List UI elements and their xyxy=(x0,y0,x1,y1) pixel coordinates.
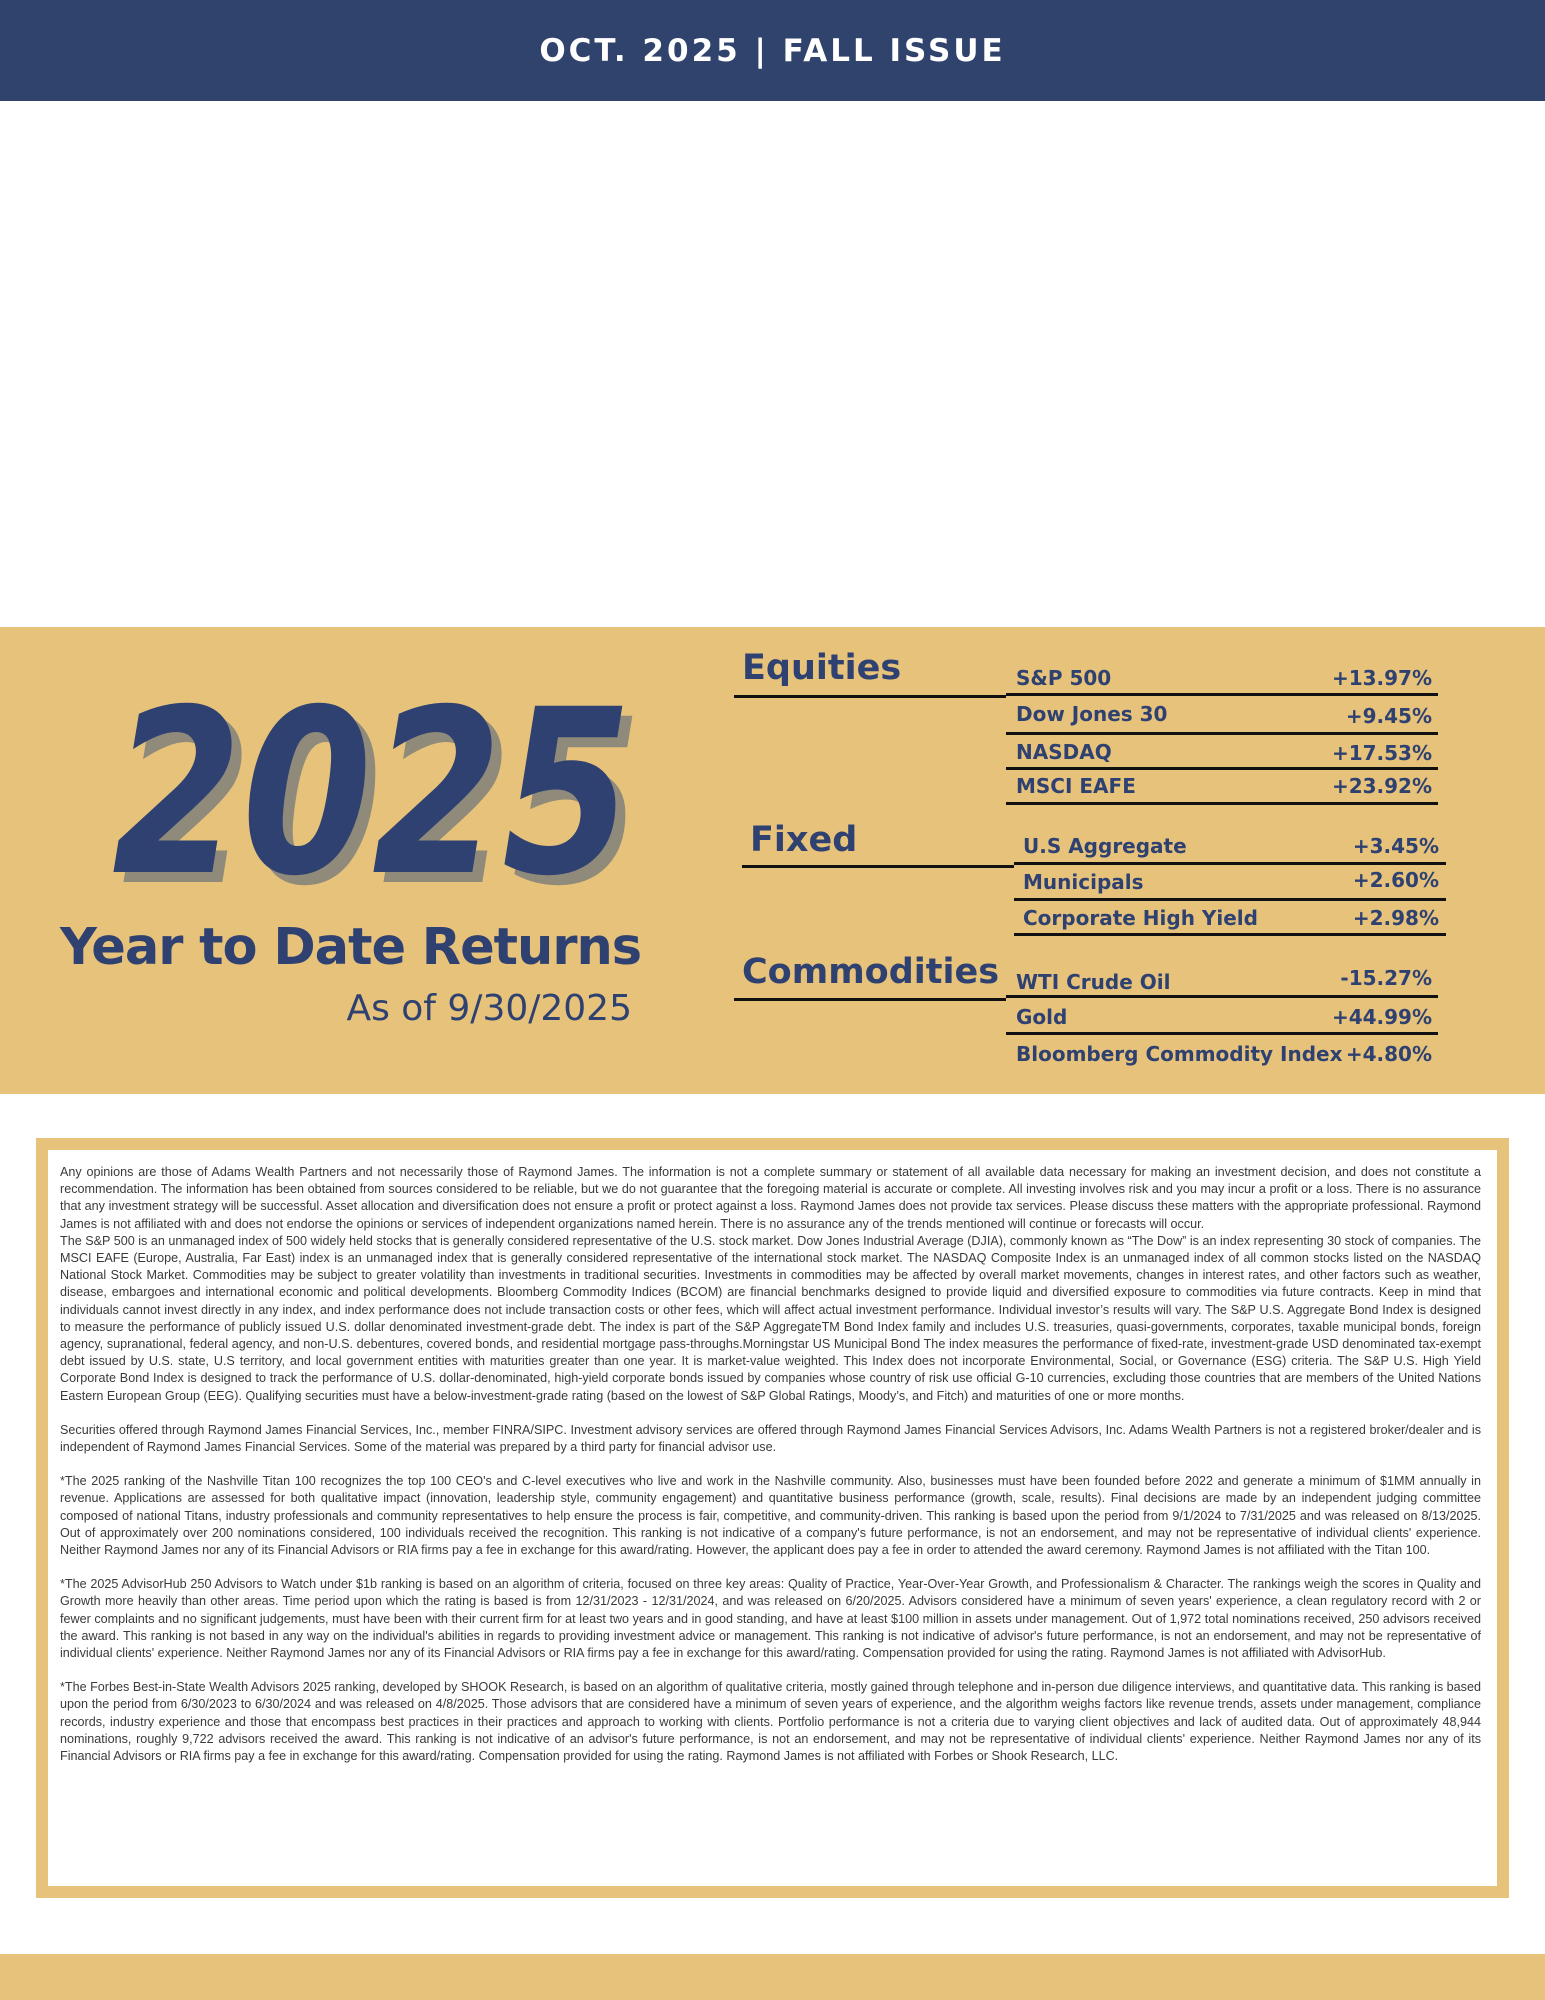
hero-year-graphic xyxy=(96,672,656,912)
header-bar xyxy=(0,0,1545,101)
category-equities: Equities xyxy=(742,648,902,688)
row-underline xyxy=(1006,995,1438,998)
row-underline xyxy=(1014,933,1446,936)
return-value-us-aggregate: +3.45% xyxy=(1352,834,1439,858)
row-underline xyxy=(1006,732,1438,735)
category-underline xyxy=(734,998,1006,1001)
return-value-corporate-high-yield: +2.98% xyxy=(1352,906,1439,930)
category-commodities: Commodities xyxy=(742,952,1000,992)
return-label-nasdaq: NASDAQ xyxy=(1016,740,1112,764)
issue-title: OCT. 2025 | FALL ISSUE xyxy=(539,32,1006,69)
category-fixed: Fixed xyxy=(750,820,858,860)
row-underline xyxy=(1006,693,1438,696)
return-label-dow: Dow Jones 30 xyxy=(1016,702,1168,726)
return-value-msci-eafe: +23.92% xyxy=(1331,774,1432,798)
return-value-sp500: +13.97% xyxy=(1331,666,1432,690)
row-underline xyxy=(1006,767,1438,770)
return-label-corporate-high-yield: Corporate High Yield xyxy=(1023,906,1258,930)
return-value-gold: +44.99% xyxy=(1331,1005,1432,1029)
category-underline xyxy=(734,695,1006,698)
footer-bar xyxy=(0,1954,1545,2000)
return-label-sp500: S&P 500 xyxy=(1016,666,1112,690)
return-value-nasdaq: +17.53% xyxy=(1331,741,1432,765)
as-of-date: As of 9/30/2025 xyxy=(346,988,632,1029)
return-value-wti-crude: -15.27% xyxy=(1340,966,1432,990)
disclosure-paragraph: *The 2025 ranking of the Nashville Titan 100 recognizes the top 100 CEO's and C-level executives who live and work in the Nashville community. Also, businesses must have been founded before 2022 and generate a minimum of $1MM annually in revenue. Applications are assessed for both qualitative impact (innovation, leadership style, community engagement) and quantitative business performance (growth, scale, results). Final decisions are made by an independent judging committee composed of national Titans, industry professionals and community representatives to help ensure the process is fair, competitive, and community-driven. This ranking is based upon the period from 9/1/2024 to 7/31/2025 and was released on 8/13/2025. Out of approximately over 200 nominations considered, 100 individuals received the recognition. This ranking is not indicative of a company's future performance, is not an endorsement, and may not be representative of individual clients' experience. Neither Raymond James nor any of its Financial Advisors or RIA firms pay a fee in exchange for this award/rating. However, the applicant does pay a fee in order to attended the award ceremony. Raymond James is not affiliated with the Titan 100. xyxy=(60,1474,1481,1558)
hero-year-text: 2025 xyxy=(112,672,632,912)
disclosure-paragraph: Securities offered through Raymond James Financial Services, Inc., member FINRA/SIPC. Investment advisory services are offered through Raymond James Financial Services Advisors, Inc. Adams Wealth Partners is not a registered broker/dealer and is independent of Raymond James Financial Services. Some of the material was prepared by a third party for financial advisor use. xyxy=(60,1422,1481,1455)
return-label-msci-eafe: MSCI EAFE xyxy=(1016,774,1136,798)
category-underline xyxy=(742,865,1014,868)
ytd-title: Year to Date Returns xyxy=(60,918,642,977)
return-label-bloomberg-commodity: Bloomberg Commodity Index xyxy=(1016,1042,1343,1066)
row-underline xyxy=(1014,862,1446,865)
disclosure-paragraph: *The 2025 AdvisorHub 250 Advisors to Watch under $1b ranking is based on an algorithm of criteria, focused on three key areas: Quality of Practice, Year-Over-Year Growth, and Professionalism & Character. The rankings weigh the scores in Quality and Growth more heavily than other areas. Time period upon which the rating is based is from 12/31/2023 - 12/31/2024, and was released on 6/20/2025. Advisors considered have a minimum of seven years' experience, a clean regulatory record with 2 or fewer complaints and no significant judgements, must have been with their current firm for at least two years and in good standing, and have at least $100 million in assets under management. Out of 1,972 total nominations received, 250 advisors received the award. This ranking is not based in any way on the individual's abilities in regards to providing investment advice or management. This ranking is not indicative of advisor's future performance, is not an endorsement, and may not be representative of individual clients' experience. Neither Raymond James nor any of its Financial Advisors or RIA firms pay a fee in exchange for this award/rating. Compensation provided for using the rating. Raymond James is not affiliated with AdvisorHub. xyxy=(60,1577,1481,1661)
row-underline xyxy=(1006,802,1438,805)
return-label-us-aggregate: U.S Aggregate xyxy=(1023,834,1187,858)
return-label-wti-crude: WTI Crude Oil xyxy=(1016,970,1171,994)
row-underline xyxy=(1006,1032,1438,1035)
disclosure-paragraph: Any opinions are those of Adams Wealth Partners and not necessarily those of Raymond James. The information is not a complete summary or statement of all available data necessary for making an investment decision, and does not constitute a recommendation. The information has been obtained from sources considered to be reliable, but we do not guarantee that the foregoing material is accurate or complete. All investing involves risk and you may incur a profit or a loss. There is no assurance that any investment strategy will be successful. Asset allocation and diversification does not ensure a profit or protect against a loss. Raymond James does not provide tax services. Please discuss these matters with the appropriate professional. Raymond James is not affiliated with and does not endorse the opinions or services of independent organizations named herein. There is no assurance any of the trends mentioned will continue or forecasts will occur. xyxy=(60,1165,1481,1231)
disclosure-text xyxy=(60,1164,1481,1765)
return-value-bloomberg-commodity: +4.80% xyxy=(1345,1042,1432,1066)
disclosure-paragraph: The S&P 500 is an unmanaged index of 500 widely held stocks that is generally considered representative of the U.S. stock market. Dow Jones Industrial Average (DJIA), commonly known as “The Dow” is an index representing 30 stock of companies. The MSCI EAFE (Europe, Australia, Far East) index is an unmanaged index that is generally considered representative of the international stock market. The NASDAQ Composite Index is an unmanaged index of all common stocks listed on the NASDAQ National Stock Market. Commodities may be subject to greater volatility than investments in traditional securities. Investments in commodities may be affected by overall market movements, changes in interest rates, and other factors such as weather, disease, embargoes and international economic and political developments. Bloomberg Commodity Indices (BCOM) are financial benchmarks designed to provide liquid and diversified exposure to commodities via future contracts. Keep in mind that individuals cannot invest directly in any index, and index performance does not include transaction costs or other fees, which will affect actual investment performance. Individual investor’s results will vary. The S&P U.S. Aggregate Bond Index is designed to measure the performance of publicly issued U.S. dollar denominated investment-grade debt. The index is part of the S&P AggregateTM Bond Index family and includes U.S. treasuries, quasi-governments, corporates, taxable municipal bonds, foreign agency, supranational, federal agency, and non-U.S. debentures, covered bonds, and residential mortgage pass-throughs.Morningstar US Municipal Bond The index measures the performance of fixed-rate, investment-grade USD denominated tax-exempt debt issued by U.S. state, U.S territory, and local government entities with maturities greater than one year. It is market-value weighted. This Index does not incorporate Environmental, Social, or Governance (ESG) criteria. The S&P U.S. High Yield Corporate Bond Index is designed to track the performance of U.S. dollar-denominated, high-yield corporate bonds issued by companies whose country of risk use official G-10 currencies, excluding those countries that are members of the United Nations Eastern European Group (EEG). Qualifying securities must have a below-investment-grade rating (based on the lowest of S&P Global Ratings, Moody’s, and Fitch) and maturities of one or more months. xyxy=(60,1233,1481,1403)
row-underline xyxy=(1014,898,1446,901)
hero-year-shadow: 2025 xyxy=(122,672,642,912)
return-value-dow: +9.45% xyxy=(1345,704,1432,728)
disclosure-paragraph: *The Forbes Best-in-State Wealth Advisors 2025 ranking, developed by SHOOK Research, is based on an algorithm of qualitative criteria, mostly gained through telephone and in-person due diligence interviews, and quantitative data. This ranking is based upon the period from 6/30/2023 to 6/30/2024 and was released on 4/8/2025. Those advisors that are considered have a minimum of seven years of experience, and the algorithm weighs factors like revenue trends, assets under management, compliance records, industry experience and those that encompass best practices in their practices and approach to working with clients. Portfolio performance is not a criteria due to varying client objectives and lack of audited data. Out of approximately 48,944 nominations, roughly 9,722 advisors received the award. This ranking is not indicative of an advisor's future performance, is not an endorsement, and may not be representative of individual clients' experience. Neither Raymond James nor any of its Financial Advisors or RIA firms pay a fee in exchange for this award/rating. Compensation provided for using the rating. Raymond James is not affiliated with Forbes or Shook Research, LLC. xyxy=(60,1680,1481,1764)
return-value-municipals: +2.60% xyxy=(1352,868,1439,892)
return-label-municipals: Municipals xyxy=(1023,870,1144,894)
hero-year xyxy=(96,672,656,912)
return-label-gold: Gold xyxy=(1016,1005,1068,1029)
